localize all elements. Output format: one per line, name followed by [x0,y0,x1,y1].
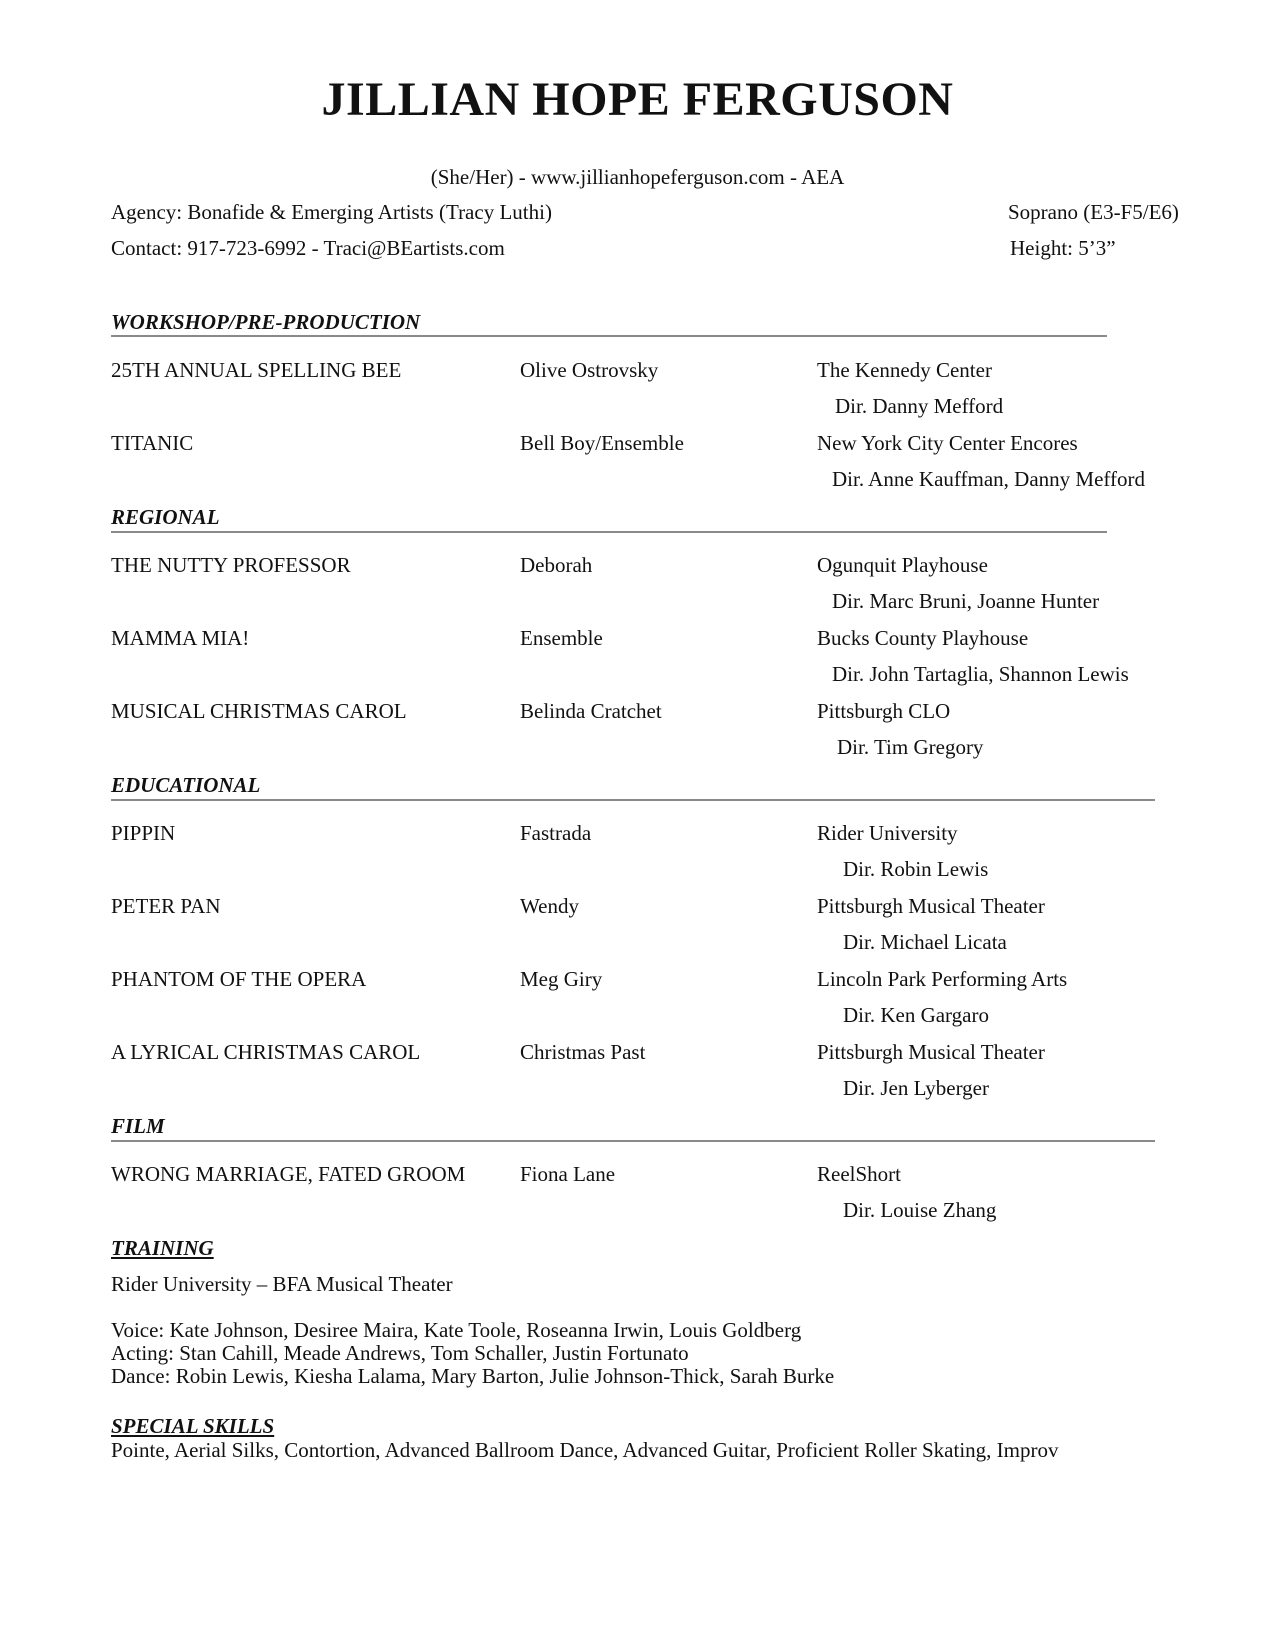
credit-venue: Lincoln Park Performing Arts [817,967,1068,991]
training-acting: Acting: Stan Cahill, Meade Andrews, Tom Schaller, Justin Fortunato [111,1341,689,1365]
credit-show: MUSICAL CHRISTMAS CAROL [111,699,407,723]
credit-director: Dir. Tim Gregory [837,735,984,759]
agency-line: Agency: Bonafide & Emerging Artists (Tracy Luthi) [111,200,552,224]
credit-director: Dir. Anne Kauffman, Danny Mefford [832,467,1145,491]
credit-director: Dir. Jen Lyberger [843,1076,989,1100]
credit-row [0,699,1275,759]
voice-range: Soprano (E3-F5/E6) [1008,200,1179,224]
credit-director: Dir. John Tartaglia, Shannon Lewis [832,662,1129,686]
credit-role: Belinda Cratchet [520,699,662,723]
credit-venue: New York City Center Encores [817,431,1078,455]
credit-show: PIPPIN [111,821,176,845]
credit-venue: The Kennedy Center [817,358,992,382]
credit-show: TITANIC [111,431,194,455]
credit-role: Deborah [520,553,593,577]
credit-venue: Pittsburgh CLO [817,699,951,723]
credit-role: Olive Ostrovsky [520,358,659,382]
training-voice: Voice: Kate Johnson, Desiree Maira, Kate Toole, Roseanna Irwin, Louis Goldberg [111,1318,802,1342]
resume-name: JILLIAN HOPE FERGUSON [321,73,954,126]
credit-row [0,431,1275,491]
training-school: Rider University – BFA Musical Theater [111,1272,453,1296]
section-divider [111,335,1107,337]
section-divider [111,1140,1155,1142]
credit-row [0,553,1275,613]
credit-show: A LYRICAL CHRISTMAS CAROL [111,1040,421,1064]
credit-role: Meg Giry [520,967,603,991]
credit-role: Bell Boy/Ensemble [520,431,684,455]
credit-row [0,626,1275,686]
section-divider [111,799,1155,801]
section-title-regional: REGIONAL [111,505,220,529]
credit-director: Dir. Danny Mefford [835,394,1004,418]
credit-venue: ReelShort [817,1162,901,1186]
credit-row [0,1040,1275,1100]
credit-venue: Rider University [817,821,958,845]
credit-venue: Ogunquit Playhouse [817,553,988,577]
contact-line: Contact: 917-723-6992 - Traci@BEartists.com [111,236,505,260]
section-title-workshop: WORKSHOP/PRE-PRODUCTION [111,310,421,334]
section-divider [111,531,1107,533]
credit-role: Christmas Past [520,1040,646,1064]
credit-show: WRONG MARRIAGE, FATED GROOM [111,1162,466,1186]
credit-row [0,821,1275,881]
height-line: Height: 5’3” [1010,236,1116,260]
credit-venue: Bucks County Playhouse [817,626,1029,650]
credit-director: Dir. Ken Gargaro [843,1003,989,1027]
credit-venue: Pittsburgh Musical Theater [817,1040,1045,1064]
credit-director: Dir. Michael Licata [843,930,1007,954]
credit-row [0,894,1275,954]
section-title-educational: EDUCATIONAL [111,773,261,797]
credit-director: Dir. Marc Bruni, Joanne Hunter [832,589,1100,613]
credit-show: PETER PAN [111,894,221,918]
credit-role: Fastrada [520,821,592,845]
pronoun-website-line: (She/Her) - www.jillianhopeferguson.com - AEA [430,165,845,189]
credit-show: THE NUTTY PROFESSOR [111,553,351,577]
credit-role: Wendy [520,894,579,918]
skills-text: Pointe, Aerial Silks, Contortion, Advanced Ballroom Dance, Advanced Guitar, Proficient Roller Skating, Improv [111,1438,1059,1462]
section-title-film: FILM [111,1114,165,1138]
credit-show: PHANTOM OF THE OPERA [111,967,367,991]
credit-venue: Pittsburgh Musical Theater [817,894,1045,918]
section-title-skills: SPECIAL SKILLS [111,1414,275,1438]
credit-role: Ensemble [520,626,603,650]
credit-row [0,1162,1275,1222]
credit-row [0,358,1275,418]
credit-show: MAMMA MIA! [111,626,250,650]
section-title-training: TRAINING [111,1236,214,1260]
credit-row [0,967,1275,1027]
training-dance: Dance: Robin Lewis, Kiesha Lalama, Mary Barton, Julie Johnson-Thick, Sarah Burke [111,1364,835,1388]
credit-role: Fiona Lane [520,1162,616,1186]
credit-director: Dir. Robin Lewis [843,857,989,881]
credit-director: Dir. Louise Zhang [843,1198,997,1222]
credit-show: 25TH ANNUAL SPELLING BEE [111,358,402,382]
